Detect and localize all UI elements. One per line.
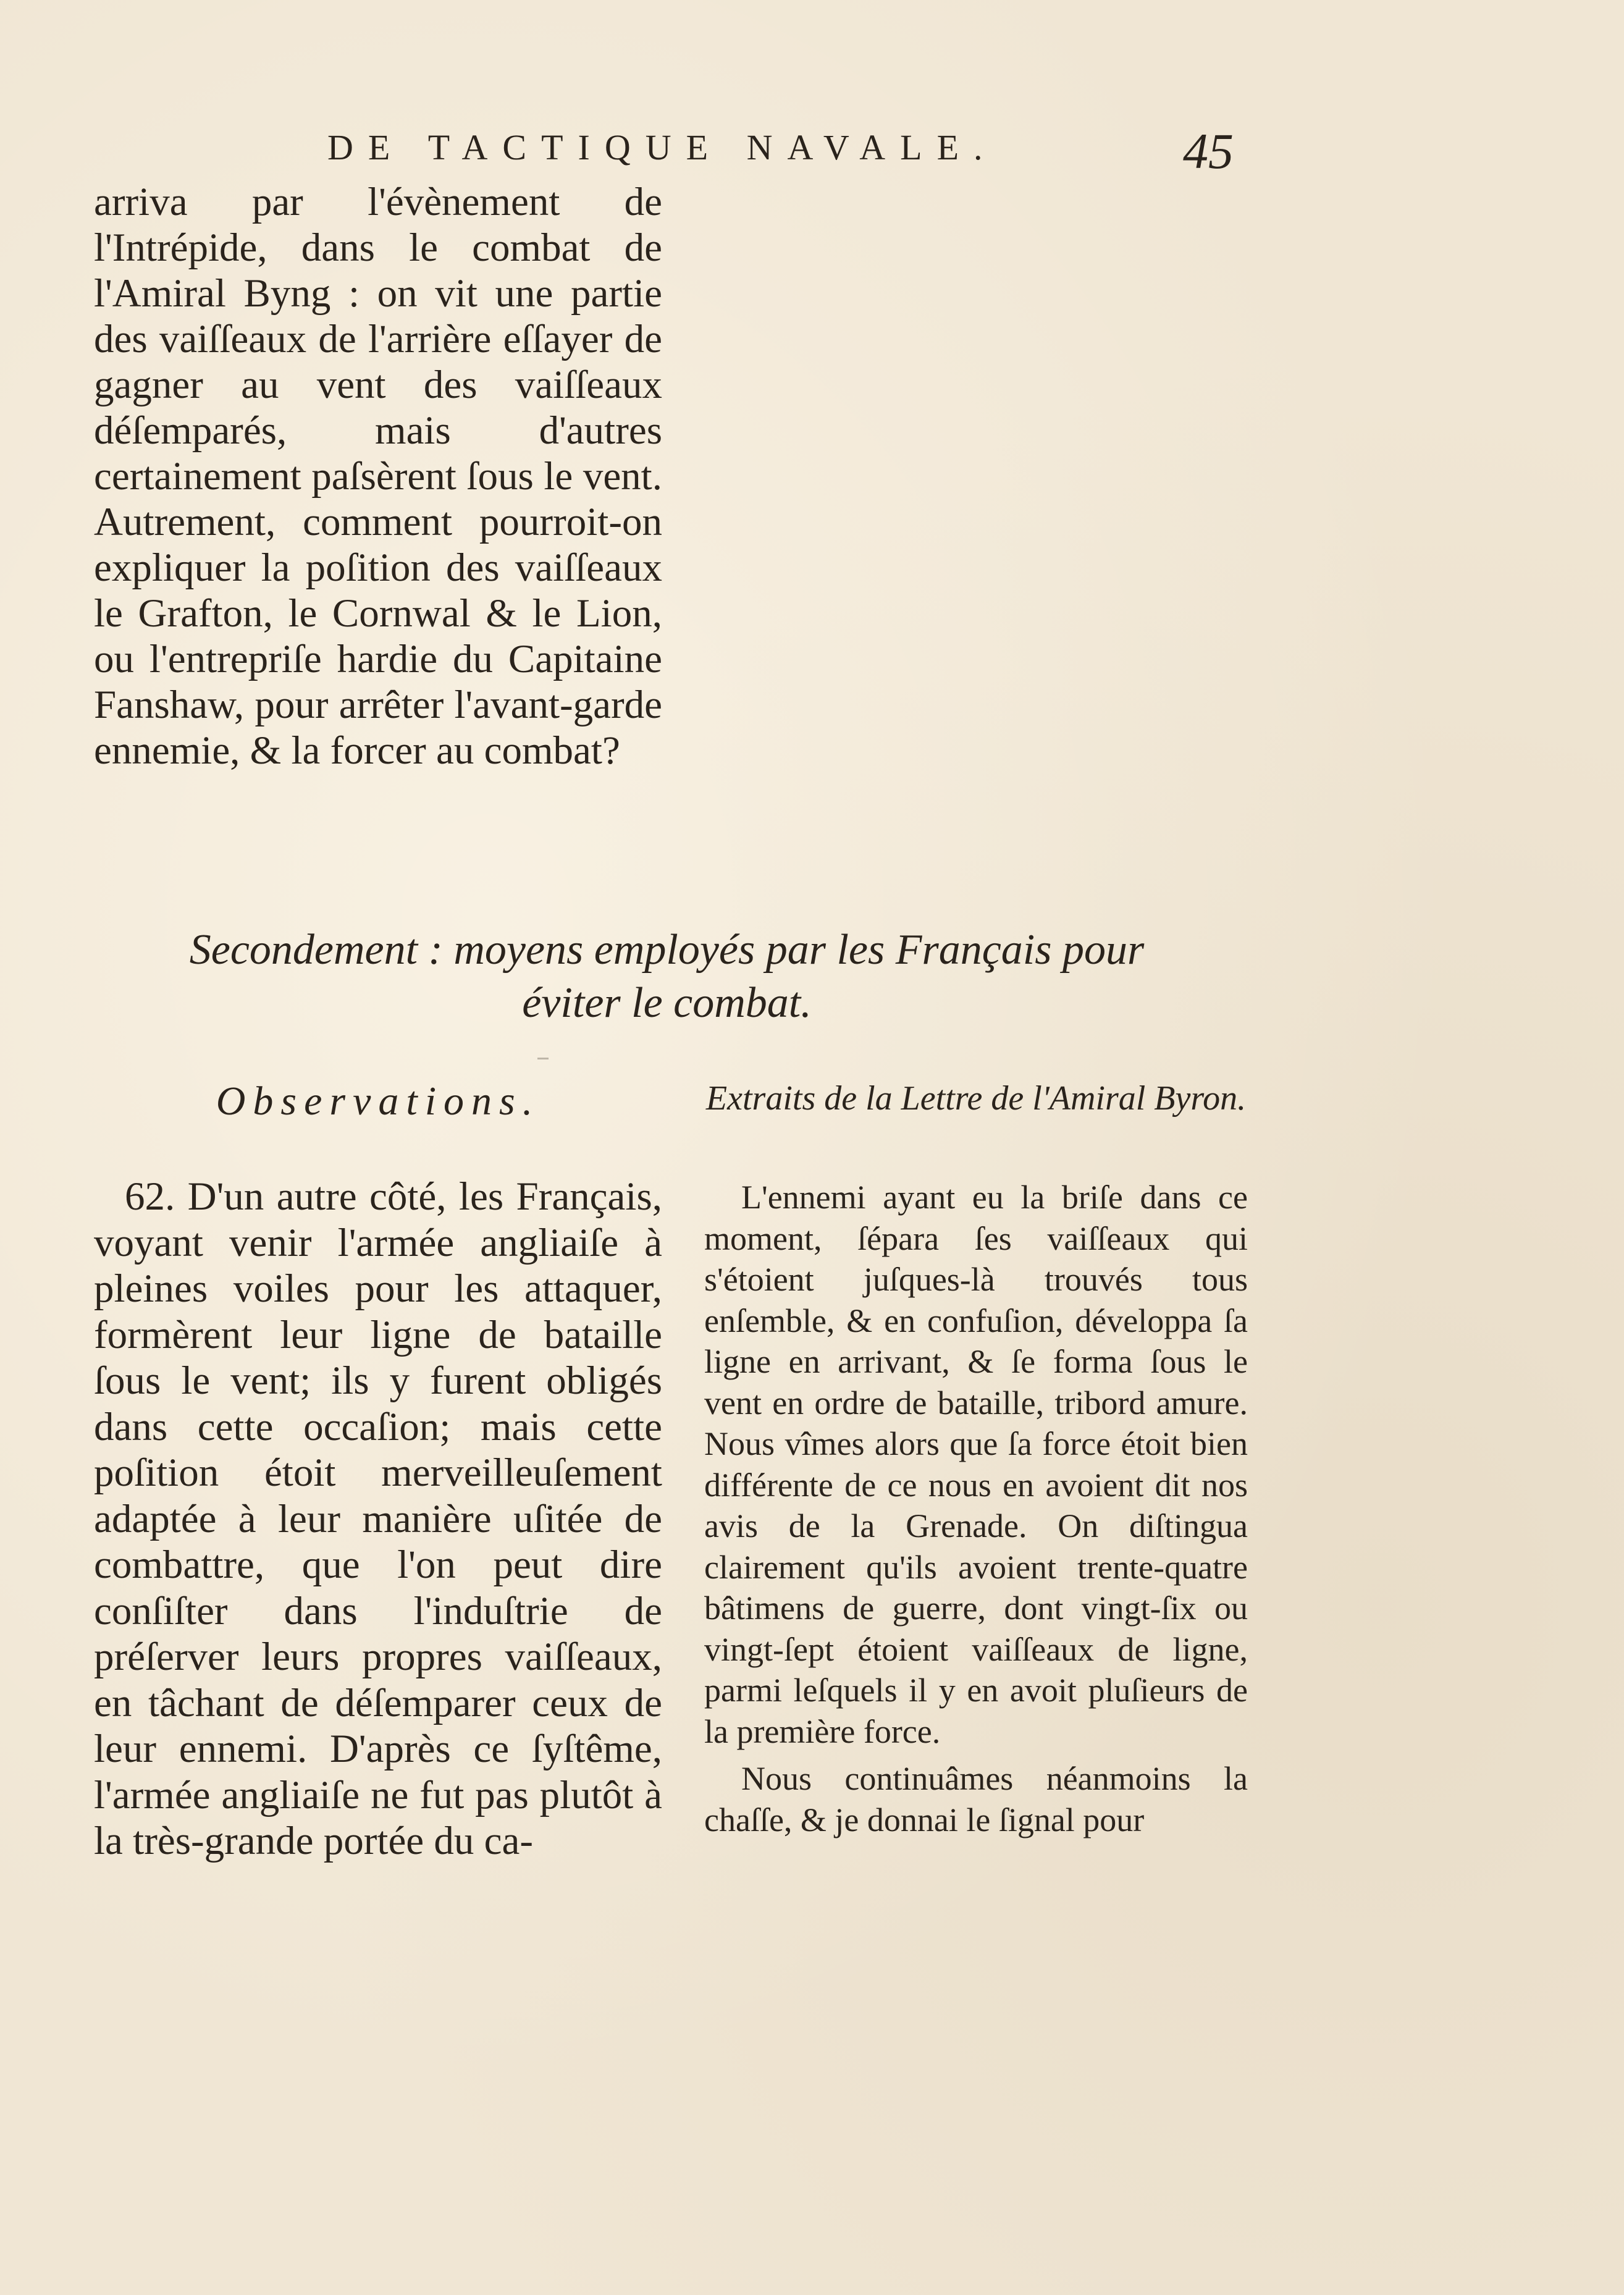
section-heading [94, 924, 1240, 1030]
letter-paragraph-1: L'ennemi ayant eu la briſe dans ce moment, ſépara ſes vaiſſeaux qui s'étoient juſques-là trouvés tous enſemble, & en confuſion, développa ſa ligne en arrivant, & ſe forma ſous le vent en ordre de bataille, tribord amure. Nous vîmes alors que ſa force étoit bien différente de ce nous en avoient dit nos avis de la Grenade. On diſtingua clairement qu'ils avoient trente-quatre bâtimens de guerre, dont vingt-ſix ou vingt-ſept étoient vaiſſeaux de ligne, parmi leſquels il y en avoit pluſieurs de la première force. [704, 1179, 1248, 1750]
running-title: DE TACTIQUE NAVALE. [327, 127, 998, 167]
observations-paragraph: 62. D'un autre côté, les Français, voyant venir l'armée angliaiſe à pleines voiles pour les attaquer, formèrent leur ligne de bataille ſous le vent; ils y furent obligés dans cette occaſion; mais cette poſition étoit merveilleuſement adaptée à leur manière uſitée de combattre, que l'on peut dire conſiſter dans l'induſtrie de préſerver leurs propres vaiſſeaux, en tâchant de déſemparer ceux de leur ennemi. D'après ce ſyſtême, l'armée angliaiſe ne fut pas plutôt à la très-grande portée du ca- [94, 1174, 662, 1863]
page-number: 45 [1183, 123, 1234, 179]
observations-heading: Observations. [216, 1079, 541, 1124]
observations-column [94, 1174, 662, 1864]
extraits-heading: Extraits de la Lettre de l'Amiral Byron. [705, 1079, 1247, 1118]
top-paragraph: arriva par l'évènement de l'Intrépide, dans le combat de l'Amiral Byng : on vit une partie des vaiſſeaux de l'arrière eſſayer de gagner au vent des vaiſſeaux déſemparés, mais d'autres certainement paſsèrent ſous le vent. Autrement, comment pourroit-on expliquer la poſition des vaiſſeaux le Grafton, le Cornwal & le Lion, ou l'entrepriſe hardie du Capitaine Fanshaw, pour arrêter l'avant-garde ennemie, & la forcer au combat? [94, 180, 662, 773]
letter-paragraph-2: Nous continuâmes néanmoins la chaſſe, & je donnai le ſignal pour [704, 1760, 1248, 1838]
section-heading-line-2: éviter le combat. [522, 979, 812, 1027]
section-heading-line-1: Secondement : moyens employés par les Français pour [189, 926, 1145, 974]
top-paragraph-column [94, 179, 662, 773]
letter-extract-column [704, 1177, 1248, 1840]
small-rule-mark [537, 1058, 549, 1059]
